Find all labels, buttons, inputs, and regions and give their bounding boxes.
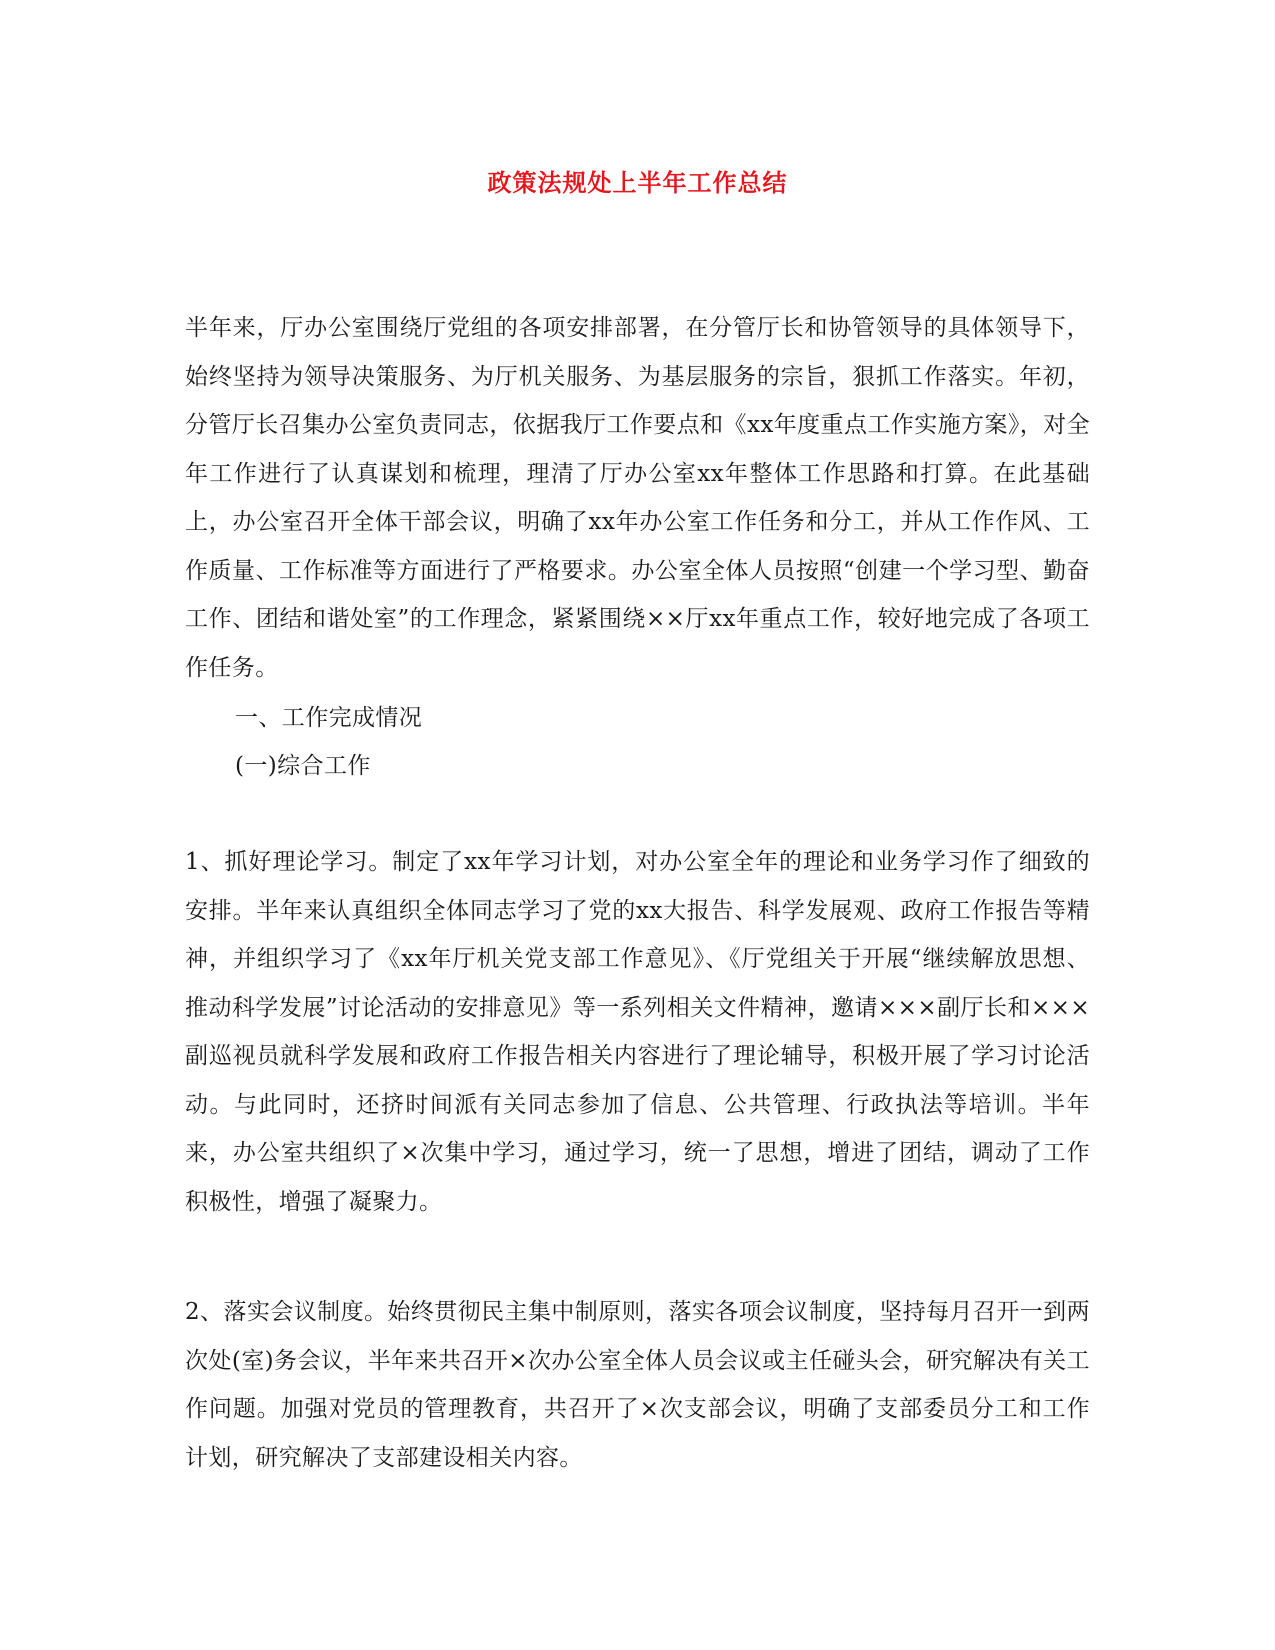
item-paragraph-1: 1、抓好理论学习。制定了xx年学习计划，对办公室全年的理论和业务学习作了细致的安排。半年来认真组织全体同志学习了党的xx大报告、科学发展观、政府工作报告等精神，并组织学习了《xx年厅机关党支部工作意见》、《厅党组关于开展“继续解放思想、推动科学发展”讨论活动的安排意见》等一系列相关文件精神，邀请×××副厅长和×××副巡视员就科学发展和政府工作报告相关内容进行了理论辅导，积极开展了学习讨论活动。与此同时，还挤时间派有关同志参加了信息、公共管理、行政执法等培训。半年来，办公室共组织了×次集中学习，通过学习，统一了思想，增进了团结，调动了工作积极性，增强了凝聚力。	[185, 849, 1090, 1215]
subsection-heading: (一)综合工作	[235, 753, 371, 779]
item-paragraph-2: 2、落实会议制度。始终贯彻民主集中制原则，落实各项会议制度，坚持每月召开一到两次处(室)务会议，半年来共召开×次办公室全体人员会议或主任碰头会，研究解决有关工作问题。加强对党员的管理教育，共召开了×次支部会议，明确了支部委员分工和工作计划，研究解决了支部建设相关内容。	[185, 1299, 1090, 1471]
intro-paragraph: 半年来，厅办公室围绕厅党组的各项安排部署，在分管厅长和协管领导的具体领导下，始终坚持为领导决策服务、为厅机关服务、为基层服务的宗旨，狠抓工作落实。年初，分管厅长召集办公室负责同志，依据我厅工作要点和《xx年度重点工作实施方案》，对全年工作进行了认真谋划和梳理，理清了厅办公室xx年整体工作思路和打算。在此基础上，办公室召开全体干部会议，明确了xx年办公室工作任务和分工，并从工作作风、工作质量、工作标准等方面进行了严格要求。办公室全体人员按照“创建一个学习型、勤奋工作、团结和谐处室”的工作理念，紧紧围绕××厅xx年重点工作，较好地完成了各项工作任务。	[185, 315, 1090, 681]
document-title: 政策法规处上半年工作总结	[487, 169, 788, 197]
section-heading: 一、工作完成情况	[235, 705, 423, 731]
